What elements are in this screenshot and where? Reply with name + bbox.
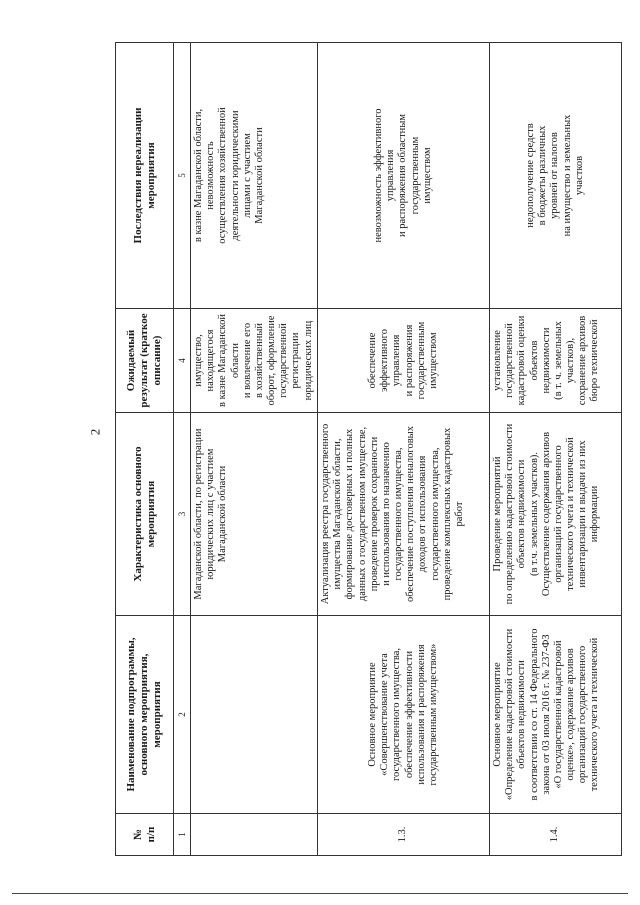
row-name: Основное мероприятие «Определение кадастровой стоимости объектов недвижимости в соответствии со ст. 14 Федерального закона от 03 июля 2016 г. № 237-ФЗ «О государственной кадастровой оценке», содержание архивов организаций государственного технического учета и технической	[490, 616, 622, 814]
row-characteristic: Актуализация реестра государственного имущества Магаданской области, формирование достоверных и полных данных о государственном имуществе, проведение проверок сохранности и использования по назначению государственного имущества, обеспечение поступления неналоговых доходов от использования государственного имущества, проведение комплексных кадастровых работ	[318, 413, 490, 616]
page-bottom-rule	[12, 893, 628, 894]
row-characteristic: Проведение мероприятий по определению кадастровой стоимости объектов недвижимости (в т.ч. земельных участков). Осуществление содержания архивов организаций государственного технического учета и технической инвентаризации и выдачи из них информации	[490, 413, 622, 616]
row-consequences: в казне Магаданской области, невозможность осуществления хозяйственной деятельности юридическими лицами с участием Магаданской области	[191, 43, 318, 309]
header-number: № п/п	[116, 814, 174, 856]
row-number: 1.4.	[490, 814, 622, 856]
rotated-table-container	[115, 43, 620, 856]
row-name	[191, 616, 318, 814]
table-row	[490, 43, 622, 856]
column-number: 2	[174, 616, 191, 814]
header-row	[116, 43, 174, 856]
row-consequences: недополучение средств в бюджеты различных уровней от налогов на имущество и земельных участков	[490, 43, 622, 309]
row-result: имущество, находящегося в казне Магаданской области и вовлечение его в хозяйственный оборот, оформление государственной регистрации юридических лиц	[191, 309, 318, 413]
row-characteristic: Магаданской области, по регистрации юридических лиц с участием Магаданской области	[191, 413, 318, 616]
column-number: 3	[174, 413, 191, 616]
header-name: Наименование подпрограммы, основного мероприятия, мероприятия	[116, 616, 174, 814]
header-characteristic: Характеристика основного мероприятия	[116, 413, 174, 616]
row-result: обеспечение эффективного управления и распоряжения государственным имуществом	[318, 309, 490, 413]
column-number: 1	[174, 814, 191, 856]
row-consequences: невозможность эффективного управления и распоряжения областным государственным имуществом	[318, 43, 490, 309]
page-number-text: 2	[87, 428, 103, 436]
row-number: 1.3.	[318, 814, 490, 856]
row-result: установление государственной кадастровой оценки объектов недвижимости (в т. ч. земельных участков), сохранение архивов бюро технической	[490, 309, 622, 413]
header-consequences: Последствия нереализации мероприятия	[116, 43, 174, 309]
column-numbers-row	[174, 43, 191, 856]
row-name: Основное мероприятие «Совершенствование учета государственного имущества, обеспечение эффективности использования и распоряжения государственным имуществом»	[318, 616, 490, 814]
activities-table	[115, 42, 622, 856]
table-row	[318, 43, 490, 856]
row-number	[191, 814, 318, 856]
page-number	[87, 424, 103, 440]
table-row	[191, 43, 318, 856]
column-number: 4	[174, 309, 191, 413]
header-result: Ожидаемый результат (краткое описание)	[116, 309, 174, 413]
column-number: 5	[174, 43, 191, 309]
